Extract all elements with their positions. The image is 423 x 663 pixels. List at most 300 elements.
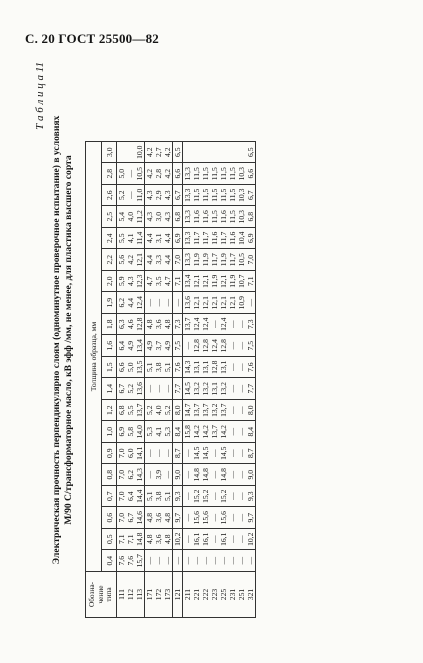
value-cell: 4,4 (163, 249, 173, 271)
value-cell: — (228, 314, 237, 336)
table-row (237, 142, 246, 618)
value-cell (219, 142, 228, 164)
value-cell: 4,4 (126, 292, 135, 314)
value-cell: 14,4 (135, 486, 145, 508)
value-cell: 10,5 (135, 163, 145, 185)
value-cell: 4,2 (145, 163, 155, 185)
value-cell: 4,8 (145, 314, 155, 336)
value-cell: 5,3 (163, 421, 173, 443)
value-cell: 6,8 (173, 206, 183, 228)
value-cell: 11,9 (219, 249, 228, 271)
type-cell: 222 (201, 572, 210, 618)
value-cell: 13,3 (183, 228, 193, 250)
thickness-header: 0,5 (102, 529, 117, 551)
value-cell: 12,4 (210, 335, 219, 357)
value-cell: 13,7 (201, 400, 210, 422)
thickness-header: 3,0 (102, 142, 117, 164)
thickness-header: 2,0 (102, 271, 117, 293)
value-cell: 13,2 (210, 400, 219, 422)
value-cell: 12,4 (219, 314, 228, 336)
value-cell: — (237, 486, 246, 508)
value-cell: 13,6 (135, 378, 145, 400)
value-cell: 4,8 (145, 507, 155, 529)
value-cell: 4,9 (145, 335, 155, 357)
value-cell: 11,5 (210, 185, 219, 207)
value-cell: 12,1 (201, 292, 210, 314)
value-cell: 11,5 (219, 163, 228, 185)
thickness-header: 2,8 (102, 163, 117, 185)
value-cell (237, 142, 246, 164)
value-cell: — (228, 421, 237, 443)
value-cell: 9,0 (246, 464, 256, 486)
value-cell: — (246, 292, 256, 314)
value-cell: 5,5 (117, 228, 127, 250)
value-cell: 15,2 (192, 486, 201, 508)
value-cell: 14,1 (135, 443, 145, 465)
value-cell (210, 142, 219, 164)
value-cell: 5,1 (163, 486, 173, 508)
thickness-header: 1,2 (102, 400, 117, 422)
value-cell: 5,2 (117, 185, 127, 207)
value-cell: 4,2 (163, 142, 173, 164)
thickness-header: 0,6 (102, 507, 117, 529)
value-cell: 12,1 (228, 292, 237, 314)
value-cell: 11,5 (192, 185, 201, 207)
value-cell: 11,9 (192, 249, 201, 271)
value-cell: 3,5 (154, 271, 163, 293)
value-cell: 11,5 (210, 206, 219, 228)
value-cell: — (145, 443, 155, 465)
value-cell: 6,7 (246, 185, 256, 207)
type-cell: 231 (228, 572, 237, 618)
value-cell: 3,0 (154, 206, 163, 228)
value-cell: 3,7 (154, 335, 163, 357)
type-header-line: Обозна- (87, 581, 97, 608)
thickness-header: 1,6 (102, 335, 117, 357)
value-cell: 13,3 (183, 163, 193, 185)
value-cell: 11,2 (135, 206, 145, 228)
value-cell: 11,7 (210, 249, 219, 271)
value-cell: 10,3 (237, 163, 246, 185)
value-cell: 4,1 (126, 228, 135, 250)
type-cell: 171 (145, 572, 155, 618)
table-row (126, 142, 135, 618)
value-cell: 7,3 (246, 314, 256, 336)
value-cell: 6,9 (173, 228, 183, 250)
value-cell: 13,6 (183, 292, 193, 314)
value-cell: 16,1 (201, 529, 210, 551)
type-cell: 251 (237, 572, 246, 618)
value-cell: 13,7 (135, 400, 145, 422)
type-cell: 321 (246, 572, 256, 618)
type-cell: 111 (117, 572, 127, 618)
value-cell: — (228, 357, 237, 379)
value-cell: 11,5 (192, 163, 201, 185)
value-cell: 15,7 (135, 550, 145, 572)
table-row (201, 142, 210, 618)
value-cell: — (145, 550, 155, 572)
value-cell: 6,9 (246, 228, 256, 250)
value-cell: 11,9 (201, 249, 210, 271)
value-cell: 6,0 (126, 443, 135, 465)
value-cell: 11,5 (228, 185, 237, 207)
value-cell (201, 142, 210, 164)
value-cell: 4,4 (145, 249, 155, 271)
value-cell: 7,3 (173, 314, 183, 336)
value-cell: 5,2 (163, 400, 173, 422)
value-cell: — (210, 486, 219, 508)
value-cell: 5,8 (126, 421, 135, 443)
value-cell: 7,7 (246, 378, 256, 400)
value-cell: — (228, 464, 237, 486)
value-cell: 5,6 (117, 249, 127, 271)
value-cell: 7,6 (126, 550, 135, 572)
value-cell: 3,6 (154, 314, 163, 336)
value-cell: 7,1 (246, 271, 256, 293)
thickness-header: 0,4 (102, 550, 117, 572)
value-cell: — (210, 443, 219, 465)
thickness-group-header: Толщина образца, мм (86, 142, 102, 572)
value-cell: — (163, 443, 173, 465)
table-row (192, 142, 201, 618)
value-cell: 4,3 (163, 206, 173, 228)
thickness-header: 2,2 (102, 249, 117, 271)
value-cell: — (228, 550, 237, 572)
value-cell: 4,3 (145, 206, 155, 228)
value-cell: 12,8 (219, 335, 228, 357)
value-cell: 14,6 (135, 507, 145, 529)
value-cell (192, 142, 201, 164)
value-cell: 12,8 (135, 314, 145, 336)
value-cell: 14,2 (219, 421, 228, 443)
value-cell: 6,6 (246, 163, 256, 185)
value-cell: — (183, 443, 193, 465)
value-cell: 4,9 (126, 335, 135, 357)
value-cell: 11,6 (219, 206, 228, 228)
value-cell: 4,8 (145, 529, 155, 551)
value-cell: 6,8 (246, 206, 256, 228)
value-cell: 2,8 (154, 163, 163, 185)
value-cell: 9,3 (246, 486, 256, 508)
value-cell: 15,8 (183, 421, 193, 443)
value-cell: 5,1 (163, 357, 173, 379)
value-cell: 10,3 (237, 185, 246, 207)
value-cell: 3,3 (154, 249, 163, 271)
type-cell: 223 (210, 572, 219, 618)
value-cell: 5,1 (145, 357, 155, 379)
value-cell: 2,7 (154, 142, 163, 164)
thickness-header: 2,6 (102, 185, 117, 207)
table-row (145, 142, 155, 618)
value-cell: 12,1 (192, 292, 201, 314)
value-cell: 13,5 (135, 357, 145, 379)
value-cell: 9,0 (173, 464, 183, 486)
value-cell: — (163, 292, 173, 314)
value-cell: — (210, 507, 219, 529)
thickness-header: 1,9 (102, 292, 117, 314)
rotated-table-block (32, 63, 403, 618)
value-cell: 10,5 (237, 249, 246, 271)
value-cell: — (145, 292, 155, 314)
value-cell: 12,1 (210, 292, 219, 314)
value-cell: — (201, 550, 210, 572)
value-cell: 7,6 (246, 357, 256, 379)
value-cell: 4,8 (163, 529, 173, 551)
value-cell: — (183, 486, 193, 508)
value-cell: 9,7 (173, 507, 183, 529)
value-cell: 8,7 (173, 443, 183, 465)
value-cell: 6,3 (117, 314, 127, 336)
value-cell: 8,4 (173, 421, 183, 443)
value-cell: 10,0 (135, 142, 145, 164)
value-cell: 13,7 (210, 421, 219, 443)
thickness-header: 1,4 (102, 378, 117, 400)
value-cell: 6,2 (126, 464, 135, 486)
value-cell: 12,8 (210, 357, 219, 379)
value-cell: 5,0 (126, 357, 135, 379)
value-cell: 12,8 (201, 335, 210, 357)
value-cell: 4,3 (126, 271, 135, 293)
value-cell: 4,8 (163, 507, 173, 529)
value-cell: 14,7 (183, 400, 193, 422)
value-cell: 2,9 (154, 185, 163, 207)
value-cell: — (173, 550, 183, 572)
table-row (210, 142, 219, 618)
value-cell: 11,7 (219, 228, 228, 250)
value-cell: 11,7 (192, 228, 201, 250)
value-cell: 11,0 (135, 185, 145, 207)
value-cell: 12,4 (201, 314, 210, 336)
value-cell: — (183, 335, 193, 357)
value-cell: 15,2 (201, 486, 210, 508)
value-cell: 16,1 (192, 529, 201, 551)
value-cell: 3,9 (154, 464, 163, 486)
value-cell: 4,0 (154, 400, 163, 422)
value-cell: 8,7 (246, 443, 256, 465)
value-cell: — (228, 443, 237, 465)
type-cell: 113 (135, 572, 145, 618)
value-cell: — (192, 550, 201, 572)
table-row (228, 142, 237, 618)
value-cell: 10,3 (237, 206, 246, 228)
type-header-line: типа (104, 587, 114, 602)
value-cell: 12,3 (135, 271, 145, 293)
value-cell: 5,9 (117, 271, 127, 293)
type-cell: 221 (192, 572, 201, 618)
table-row (173, 142, 183, 618)
value-cell: 6,7 (126, 507, 135, 529)
value-cell: 6,6 (117, 357, 127, 379)
value-cell (183, 142, 193, 164)
value-cell: 14,0 (135, 421, 145, 443)
value-cell: 12,1 (219, 292, 228, 314)
value-cell: — (237, 378, 246, 400)
value-cell: 5,3 (145, 421, 155, 443)
value-cell: 14,3 (183, 357, 193, 379)
value-cell: 11,6 (192, 206, 201, 228)
value-cell: 14,8 (219, 464, 228, 486)
value-cell: 13,7 (183, 314, 193, 336)
value-cell: 7,5 (246, 335, 256, 357)
value-cell: 8,0 (173, 400, 183, 422)
value-cell: 13,4 (135, 335, 145, 357)
value-cell: 6,7 (117, 378, 127, 400)
value-cell (228, 142, 237, 164)
value-cell: 4,1 (154, 421, 163, 443)
value-cell: 4,4 (145, 228, 155, 250)
value-cell: — (237, 529, 246, 551)
value-cell: 11,5 (201, 163, 210, 185)
value-cell: — (228, 529, 237, 551)
value-cell: 15,6 (192, 507, 201, 529)
value-cell: 7,0 (117, 464, 127, 486)
value-cell: — (183, 464, 193, 486)
value-cell: 6,2 (117, 292, 127, 314)
value-cell: 5,4 (117, 206, 127, 228)
type-cell: 172 (154, 572, 163, 618)
value-cell: 11,5 (228, 163, 237, 185)
value-cell: 10,7 (237, 271, 246, 293)
value-cell: 16,1 (219, 529, 228, 551)
table-row (135, 142, 145, 618)
type-cell: 173 (163, 572, 173, 618)
value-cell: 7,1 (173, 271, 183, 293)
table-row (183, 142, 193, 618)
value-cell: 4,7 (145, 271, 155, 293)
value-cell: 13,3 (183, 206, 193, 228)
value-cell (117, 142, 127, 164)
value-cell: 14,8 (135, 529, 145, 551)
value-cell: 13,1 (201, 357, 210, 379)
value-cell: 14,8 (192, 464, 201, 486)
thickness-header: 0,7 (102, 486, 117, 508)
value-cell: — (183, 550, 193, 572)
value-cell: 11,7 (201, 228, 210, 250)
value-cell: — (145, 464, 155, 486)
value-cell: — (126, 163, 135, 185)
type-header-line: чение (95, 585, 105, 604)
value-cell: 4,4 (163, 228, 173, 250)
value-cell: 13,3 (183, 185, 193, 207)
value-cell: 4,7 (163, 271, 173, 293)
thickness-header: 0,9 (102, 443, 117, 465)
value-cell: 14,5 (219, 443, 228, 465)
caption-line: M/90 С/трансформаторное масло, кВ эфф /мм, не менее, для пластика высшего сорта (62, 155, 74, 525)
value-cell: — (228, 486, 237, 508)
value-cell: 11,9 (228, 271, 237, 293)
table-caption (51, 70, 74, 610)
value-cell: 11,6 (210, 228, 219, 250)
value-cell: 14,5 (201, 443, 210, 465)
value-cell: 7,0 (173, 249, 183, 271)
value-cell: — (154, 443, 163, 465)
value-cell: 6,5 (173, 142, 183, 164)
value-cell: 9,7 (246, 507, 256, 529)
value-cell: 9,3 (173, 486, 183, 508)
value-cell: — (183, 507, 193, 529)
value-cell: 14,8 (201, 464, 210, 486)
value-cell: 11,5 (228, 206, 237, 228)
value-cell: — (246, 550, 256, 572)
value-cell: — (210, 529, 219, 551)
value-cell: 13,1 (210, 378, 219, 400)
value-cell: — (237, 357, 246, 379)
value-cell: — (154, 550, 163, 572)
value-cell: — (163, 550, 173, 572)
value-cell: 12,1 (192, 271, 201, 293)
value-cell: 13,2 (219, 378, 228, 400)
value-cell: — (163, 378, 173, 400)
value-cell: 7,6 (173, 357, 183, 379)
value-cell: — (237, 443, 246, 465)
value-cell: 15,6 (219, 507, 228, 529)
value-cell: 14,5 (192, 443, 201, 465)
value-cell: 5,2 (126, 378, 135, 400)
value-cell: 4,9 (163, 335, 173, 357)
value-cell: 11,5 (219, 185, 228, 207)
value-cell: 10,4 (237, 228, 246, 250)
value-cell: 12,1 (219, 271, 228, 293)
value-cell: 13,2 (201, 378, 210, 400)
value-cell: 6,7 (173, 185, 183, 207)
value-cell: 6,8 (117, 400, 127, 422)
value-cell: — (237, 400, 246, 422)
value-cell: 4,3 (163, 185, 173, 207)
value-cell: 10,2 (246, 529, 256, 551)
thickness-header: 0,8 (102, 464, 117, 486)
table-row (219, 142, 228, 618)
value-cell: 12,1 (135, 249, 145, 271)
value-cell: 12,4 (135, 292, 145, 314)
value-cell: 15,2 (219, 486, 228, 508)
value-cell: 11,9 (210, 271, 219, 293)
value-cell: 14,2 (192, 421, 201, 443)
value-cell: 4,0 (126, 206, 135, 228)
value-cell: 4,2 (163, 163, 173, 185)
value-cell: 13,7 (192, 400, 201, 422)
value-cell: 10,2 (173, 529, 183, 551)
value-cell: 7,6 (117, 550, 127, 572)
value-cell: 14,2 (201, 421, 210, 443)
table-label: Т а б л и ц а 11 (34, 62, 46, 130)
value-cell: 12,1 (201, 271, 210, 293)
value-cell: 13,2 (192, 378, 201, 400)
value-cell: 3,6 (154, 529, 163, 551)
value-cell: — (154, 292, 163, 314)
type-cell: 211 (183, 572, 193, 618)
value-cell: — (228, 507, 237, 529)
type-cell: 121 (173, 572, 183, 618)
thickness-header: 2,5 (102, 206, 117, 228)
value-cell: — (237, 335, 246, 357)
value-cell: — (237, 314, 246, 336)
value-cell: 12,8 (192, 335, 201, 357)
value-cell: 15,6 (201, 507, 210, 529)
value-cell: 14,3 (135, 464, 145, 486)
value-cell: 4,8 (163, 314, 173, 336)
value-cell: — (163, 464, 173, 486)
value-cell: — (145, 378, 155, 400)
value-cell (126, 142, 135, 164)
value-cell: 7,5 (173, 335, 183, 357)
value-cell: 11,6 (228, 228, 237, 250)
value-cell: — (237, 507, 246, 529)
value-cell: 7,0 (246, 249, 256, 271)
value-cell: 8,4 (246, 421, 256, 443)
value-cell: 13,1 (192, 357, 201, 379)
value-cell: — (237, 464, 246, 486)
value-cell: — (228, 335, 237, 357)
